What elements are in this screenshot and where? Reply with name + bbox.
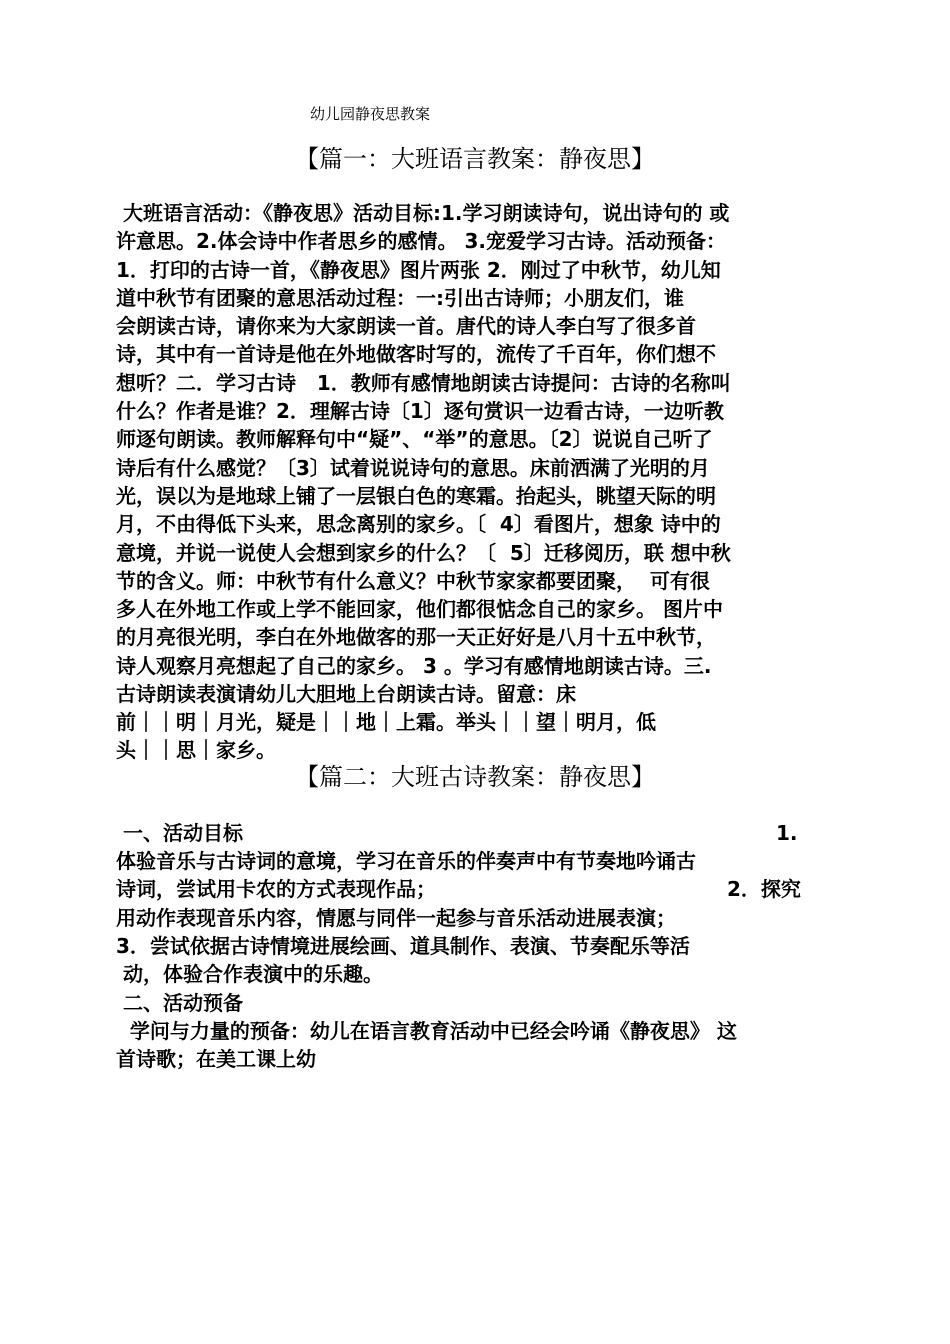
section-1-line: 的月亮很光明，李白在外地做客的那一天正好好是八月十五中秋节， <box>116 625 716 649</box>
section-1-line: 师逐句朗读。教师解释句中“疑”、“举”的意思。〔2〕说说自己听了 <box>116 427 713 451</box>
section-1-line: 节的含义。师：中秋节有什么意义？中秋节家家都要团聚， 可有很 <box>116 569 710 593</box>
section-1-line: 多人在外地工作或上学不能回家，他们都很惦念自己的家乡。 图片中 <box>116 597 723 621</box>
section-1-line: 诗人观察月亮想起了自己的家乡。 3 。学习有感情地朗读古诗。三. <box>116 654 712 678</box>
section-1-line: 大班语言活动：《静夜思》活动目标:1.学习朗读诗句，说出诗句的 或 <box>116 201 730 225</box>
section-1-line: 意境，并说一说使人会想到家乡的什么？〔 5〕迁移阅历，联 想中秋 <box>116 541 731 565</box>
section-2-goal-number: 1. <box>776 821 798 845</box>
section-2-line: 体验音乐与古诗词的意境，学习在音乐的伴奏声中有节奏地吟诵古 <box>116 849 696 873</box>
section-2-title: 【篇二：大班古诗教案：静夜思】 <box>295 763 655 791</box>
section-1-line: 光，误以为是地球上铺了一层银白色的寒霜。抬起头，眺望天际的明 <box>116 484 716 508</box>
section-1-line: 月，不由得低下头来，思念离别的家乡。〔 4〕看图片，想象 诗中的 <box>116 512 721 536</box>
section-2-line: 首诗歌；在美工课上幼 <box>116 1047 316 1071</box>
section-2-line: 动，体验合作表演中的乐趣。 <box>116 962 383 986</box>
section-2-goal-number: 2．探究 <box>727 877 801 901</box>
section-2-subheading: 二、活动预备 <box>116 991 243 1015</box>
section-1-line: 头｜｜思｜家乡。 <box>116 738 276 762</box>
section-1-line: 1．打印的古诗一首，《静夜思》图片两张 2．刚过了中秋节，幼儿知 <box>116 258 721 282</box>
section-1-line: 诗，其中有一首诗是他在外地做客时写的，流传了千百年，你们想不 <box>116 342 716 366</box>
section-1-line: 许意思。2.体会诗中作者思乡的感情。 3.宠爱学习古诗。活动预备： <box>116 229 726 253</box>
section-1-title: 【篇一：大班语言教案：静夜思】 <box>295 145 655 173</box>
section-1-line: 会朗读古诗，请你来为大家朗读一首。唐代的诗人李白写了很多首 <box>116 314 696 338</box>
section-1-line: 道中秋节有团聚的意思活动过程：一:引出古诗师；小朋友们，谁 <box>116 286 684 310</box>
document-header: 幼儿园静夜思教案 <box>310 105 431 123</box>
section-1-line: 想听？二．学习古诗 1．教师有感情地朗读古诗提问：古诗的名称叫 <box>116 371 731 395</box>
section-1-line: 什么？作者是谁？2．理解古诗〔1〕逐句赏识一边看古诗，一边听教 <box>116 399 724 423</box>
section-2-line: 诗词，尝试用卡农的方式表现作品； <box>116 877 436 901</box>
section-2-goal-heading: 一、活动目标 <box>116 821 243 845</box>
section-2-line: 3．尝试依据古诗情境进展绘画、道具制作、表演、节奏配乐等活 <box>116 934 690 958</box>
section-1-line: 前｜｜明｜月光，疑是｜｜地｜上霜。举头｜｜望｜明月，低 <box>116 710 656 734</box>
section-2-line: 用动作表现音乐内容，情愿与同伴一起参与音乐活动进展表演； <box>116 906 676 930</box>
section-1-line: 古诗朗读表演请幼儿大胆地上台朗读古诗。留意：床 <box>116 682 576 706</box>
section-1-line: 诗后有什么感觉？〔3〕试着说说诗句的意思。床前洒满了光明的月 <box>116 456 710 480</box>
section-2-line: 学问与力量的预备：幼儿在语言教育活动中已经会吟诵《静夜思》 这 <box>116 1019 737 1043</box>
